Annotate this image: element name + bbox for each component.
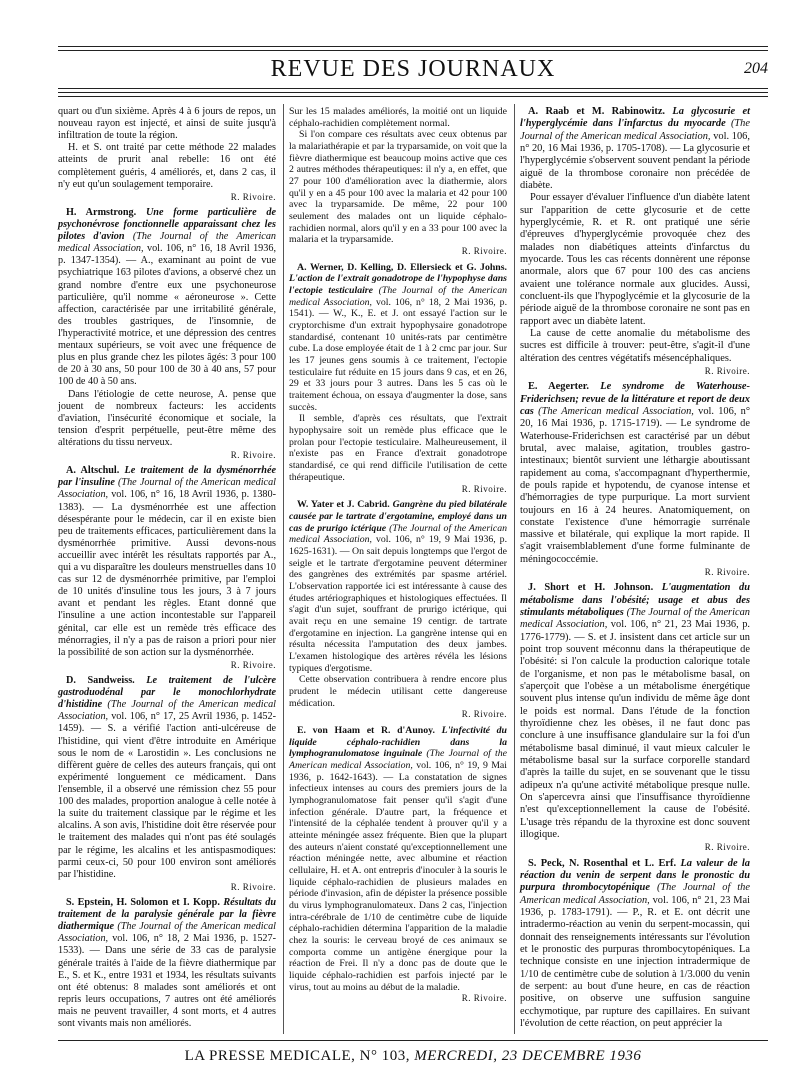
article-title: Le traitement de l'ulcère gastroduodénal par le monochlorhydrate d'histidine	[58, 675, 277, 711]
signature: R. Rivoire.	[704, 567, 750, 578]
column-2	[289, 106, 507, 1009]
signature: R. Rivoire.	[704, 842, 750, 853]
article-yater	[289, 499, 507, 721]
article-title: Le traitement de la dysménorrhée par l'insuline	[58, 465, 276, 489]
paragraph: Sur les 15 malades améliorés, la moitié ont un liquide céphalo-rachidien complètement normal.	[289, 106, 507, 129]
article-author: H. Armstrong.	[66, 206, 137, 218]
journal-name: (The Journal of the American medical Association,	[289, 748, 508, 771]
article-sandweiss	[58, 675, 276, 893]
article-author: S. Peck, N. Rosenthal et L. Erf.	[528, 857, 677, 869]
article-body: vol. 106, n° 19, 9 Mai 1936, p. 1642-1643). — La constatation de signes infectieux intenses au cours des premiers jours de la lymphogranulomatose fait penser qu'il s'agit d'une infection générale. D'autre part, la fréquence et l'intensité de la céphalée tendent à prouver qu'il y a atteinte méningée assez fréquente. Bien que la plupart des auteurs n'aient constaté qu'exceptionnellement une réaction méningée nette, avec albumine et réaction cellulaire, H. et A. ont entrepris d'inoculer à la souris le liquide céphalo-rachidien de plusieurs malades en période d'invasion, afin de dépister la présence possible du virus lymphogranulomateux. Dans 2 cas, l'injection intra-cérébrale de 1/10 de centimètre cube de liquide céphalo-rachidien détermina l'apparition de la maladie chez la souris: le cerveau broyé de ces animaux se comporta comme un antigène énergique pour la réaction de Frei. Il n'y a donc pas de doute que le liquide céphalo-rachidien est parfois injecté par le virus, tout au moins au début de la maladie.	[289, 759, 507, 993]
signature: R. Rivoire.	[230, 191, 276, 202]
journal-name: (The Journal of the American medical Association,	[58, 921, 277, 945]
column-divider-1	[283, 104, 284, 1034]
article-title: L'infectivité du liquide céphalo-rachidien dans la lymphogranulomatose inguinale	[289, 724, 507, 760]
article-author: E. Aegerter.	[528, 381, 590, 393]
article-short	[520, 582, 750, 853]
top-rule-2	[58, 50, 768, 51]
footer-date: MERCREDI, 23 DECEMBRE 1936	[414, 1048, 642, 1064]
journal-name: (The Journal of the American medical Association,	[58, 699, 277, 723]
column-1	[58, 106, 276, 1034]
paragraph: Cette observation contribuera à rendre encore plus prudent le médecin utilisant cette dangereuse médication.	[289, 674, 507, 709]
journal-name: (The Journal of the American medical Association,	[58, 477, 277, 501]
article-author: S. Epstein, H. Solomon et I. Kopp.	[66, 897, 220, 908]
article-author: E. von Haam et R. d'Aunoy.	[297, 724, 435, 736]
article-author: A. Raab et M. Rabinowitz.	[528, 106, 666, 117]
signature: R. Rivoire.	[704, 365, 750, 376]
article-title: La glycosurie et l'hyperglycémie dans l'infarctus du myocarde	[520, 106, 751, 130]
article-title: L'action de l'extrait gonadotrope de l'hypophyse dans l'ectopie testiculaire	[289, 273, 507, 297]
column-divider-2	[514, 104, 515, 1034]
article-title: Gangrène du pied bilatérale causée par le tartrate d'ergotamine, employé dans un cas de prurigo ictérique	[289, 499, 507, 534]
signature: R. Rivoire.	[461, 993, 507, 1004]
article-title: Résultats du traitement de la paralysie générale par la fièvre diathermique	[58, 897, 276, 933]
article-epstein	[58, 897, 276, 1030]
article-armstrong	[58, 207, 276, 461]
footer-rule	[58, 1040, 768, 1041]
journal-name: (The Journal of the American medical Association,	[520, 607, 750, 631]
article-body: vol. 106, n° 18, 2 Mai 1936, p. 1527-1533). — Dans une série de 33 cas de paralysie générale traités à l'aide de la fièvre diathermique par E., S. et K., entre 1931 et 1934, les résultats suivants ont été obtenus: 8 malades sont améliorés et ont repris leurs occupations, 7 autres ont été améliorés mais ne peuvent travailler, 4 sont morts, et 4 autres sont vivants mais non améliorés.	[58, 933, 276, 1030]
signature: R. Rivoire.	[461, 483, 507, 494]
footer-publication: LA PRESSE MEDICALE, N° 103,	[184, 1048, 410, 1064]
signature: R. Rivoire.	[230, 659, 276, 670]
article-title: Le syndrome de Waterhouse-Friderichsen; revue de la littérature et report de deux cas	[520, 381, 750, 417]
article-title: Une forme particulière de psychonévrose fonctionnelle apparaissant chez les pilotes d'avion	[58, 206, 276, 243]
article-author: J. Short et H. Johnson.	[528, 582, 654, 594]
article-von-haam	[289, 725, 507, 1005]
paragraph: Pour essayer d'évaluer l'influence d'un diabète latent sur l'apparition de cette glycosurie et de cette hyperglycémie, R. et R. ont pratiqué une série d'épreuves d'hyperglycémie provoquée chez des malades non diabétiques atteints d'infarctus du myocarde. Tous les cas récents donnèrent une réponse anormale, alors que 67 pour 100 des cas anciens avaient une tolérance normale aux glucides. Aussi, concluent-ils que l'hypoglycémie et la glycosurie de la période aiguë de la thrombose coronaire ne sont pas en rapport avec un diabète latent.	[520, 192, 750, 327]
top-rule-1	[58, 46, 768, 47]
signature: R. Rivoire.	[461, 709, 507, 720]
paragraph: La cause de cette anomalie du métabolisme des sucres est difficile à trouver: peut-être, s'agit-il d'une altération des centres végétatifs mésencéphaliques.	[520, 327, 750, 364]
journal-name: (The American medical Association,	[538, 405, 694, 417]
article-body: vol. 106, n° 16, 18 Avril 1936, p. 1380-1383). — La dysménorrhée est une affection désespérante pour le médecin, car il en existe bien peu de traitements efficaces, particulièrement dans la dysménorrhée primitive. Aussi devons-nous accueillir avec intérêt les résultats rapportés par A., qui a vu disparaître les douleurs menstruelles dans 10 cas sur 12 de dysménorrhée primitive, par l'emploi de 10 unités d'insuline tous les jours, 3 à 7 jours avant et pendant les règles. Etant donné que l'insuline a une action incontestable sur l'appareil génital, car elle est un remède très efficace des ménorragies, il n'y a pas de raison a priori pour nier la possibilité de son action sur la dysménorrhée.	[58, 489, 277, 658]
signature: R. Rivoire.	[461, 246, 507, 257]
journal-name: (The Journal of the American medical Association,	[289, 285, 508, 308]
article-continuation	[58, 106, 276, 203]
mast-rule-1	[58, 88, 768, 89]
article-author: A. Altschul.	[66, 465, 120, 477]
article-author: W. Yater et J. Cabrid.	[297, 499, 390, 511]
paragraph: Si l'on compare ces résultats avec ceux obtenus par la malariathérapie et par la tryparsamide, on voit que la fièvre diathermique est beaucoup moins active que ces 2 autres méthodes thérapeutiques: il n'y a, en effet, que 27 pour 100 d'amélioration avec la diathermie, alors qu'il y en a 45 pour 100 avec la malaria et 42 pour 100 avec la tryparsamide. De même, 22 pour 100 seulement des malades ont un liquide céphalo-rachidien normal, alors qu'il y en a 33 pour 100 avec la malaria et la tryparsamide.	[289, 129, 507, 246]
article-body: vol. 106, n° 18, 2 Mai 1936, p. 1541). — W., K., E. et J. ont essayé l'action sur le cryptorchisme d'un extrait hypophysaire gonadotrope standardisé, contenant 10 unités-rats par centimètre cube. La dose employée était de 1 à 2 cmc par jour. Sur les 17 jeunes gens soumis à ce traitement, l'ectopie testiculaire fut réduite en 15 jours dans 9 cas, et en 26, 29 et 33 jours pour 3 autres. Dans les 5 cas où le traitement échoua, on essaya d'augmenter la dose, sans succès.	[289, 296, 508, 413]
paragraph: quart ou d'un sixième. Après 4 à 6 jours de repos, un nouveau rayon est injecté, et ainsi de suite jusqu'à infiltration de toute la région.	[58, 106, 276, 142]
signature: R. Rivoire.	[230, 450, 276, 461]
mast-rule-2	[58, 92, 768, 93]
article-body: vol. 106, n° 17, 25 Avril 1936, p. 1452-1459). — S. a vérifié l'action anti-ulcéreuse de l'histidine, qui vient d'être introduite en Amérique sous le nom de « Larostidin ». Les conclusions ne diffèrent guère de celles des auteurs français, qui ont expérimenté longuement ce médicament. Dans l'ensemble, il a observé une rémission chez 55 pour 100 des malades, proportion analogue à celle notée à la suite du traitement classique par le régime et les alcalins. A son avis, l'histidine doit être réservée pour le traitement des malades qui n'ont pas été soulagés par le régime, les alcalins et les antispasmodiques: parmi ceux-ci, 50 pour 100 environ sont améliorés par l'histidine.	[58, 711, 277, 880]
paragraph: Il semble, d'après ces résultats, que l'extrait hypophysaire soit un remède plus efficace que le prolan pour l'ectopie testiculaire. Malheureusement, il n'existe pas en France d'extrait gonadotrope standardisé, ce qui rend difficile l'utilisation de cette thérapeutique.	[289, 413, 507, 483]
article-body: vol. 106, n° 20, 16 Mai 1936, p. 1715-1719). — Le syndrome de Waterhouse-Friderichsen est caractérisé par un début brutal, avec malaise, agitation, troubles gastro-intestinaux; bientôt survient une léthargie aboutissant rapidement au coma, s'accompagnant d'hyperthermie, de pouls rapide et hypotendu, de cyanose intense et d'hémorragies de type purpurique. La mort survient toujours en 16 à 24 heures. Anatomiquement, on constate l'existence d'une hémorragie surrénale massive et bilatérale, qui explique la mort rapide. Il s'agit vraisemblablement d'une forme fulminante de méningococcémie.	[520, 405, 751, 565]
journal-name: (The Journal of the American medical Association,	[520, 118, 750, 142]
article-werner	[289, 262, 507, 495]
article-aegerter	[520, 381, 750, 578]
footer	[58, 1048, 768, 1065]
column-3	[520, 106, 750, 1034]
article-body: vol. 106, n° 16, 18 Avril 1936, p. 1347-1354). — A., examinant au point de vue psychiatrique 163 pilotes d'avions, a observé chez un grand nombre d'entre eux une psychoneurose particulière, qu'il nomme « aéroneurose ». Cette affection, caractérisée par une irritabilité générale, des troubles gastriques, de l'insomnie, de l'hyperactivité motrice, et une dépression des centres mentaux supérieurs, se voit avec une fréquence de plus en plus grande chez les pilotes âgés: 3 pour 100 de 20 à 30 ans, 50 pour 100 de 30 à 40 ans, 57 pour 100 de 40 à 50 ans.	[58, 243, 276, 388]
page-number: 204	[744, 60, 768, 77]
paragraph: Dans l'étiologie de cette neurose, A. pense que jouent de nombreux facteurs: les accidents d'aviation, l'insécurité économique et sociale, la tension d'esprit perpétuelle, peut-être même des altérations du tissu nerveux.	[58, 388, 276, 448]
article-raab	[520, 106, 750, 377]
article-body: vol. 106, n° 20, 16 Mai 1936, p. 1705-1708). — La glycosurie et l'hyperglycémie s'observent souvent pendant la période aiguë de la thrombose coronaire non précédée de diabète.	[520, 130, 750, 191]
article-author: A. Werner, D. Kelling, D. Ellersieck et G. Johns.	[297, 261, 507, 273]
article-altschul	[58, 465, 276, 671]
article-continuation	[289, 106, 507, 258]
article-title: L'augmentation du métabolisme dans l'obésité; usage et abus des stimulants métaboliques	[520, 582, 750, 619]
signature: R. Rivoire.	[230, 881, 276, 892]
masthead	[58, 56, 768, 82]
journal-section-title: REVUE DES JOURNAUX	[270, 56, 556, 82]
article-body: vol. 106, n° 19, 9 Mai 1936, p. 1625-1631). — On sait depuis longtemps que l'ergot de seigle et le tartrate d'ergotamine peuvent déterminer des gangrènes des extrémités par spasme artériel. L'observation rapportée ici est intéressante à cause des études artériographiques et histologiques effectuées. Il s'agit d'un sujet, souffrant de prurigo ictérique, qui avait reçu en une semaine 19 centigr. de tartrate d'ergotamine en injection. La gangrène intense qui en résulta nécessita l'amputation des deux jambes. L'examen histologique des artères révéla les lésions typiques d'ergotisme.	[289, 534, 508, 674]
article-peck	[520, 858, 750, 1031]
article-body: vol. 106, n° 21, 23 Mai 1936, p. 1783-1791). — P., R. et E. ont décrit une intradermo-réaction au venin du serpent-mocassin, qui donnait des renseignements intéressants sur l'évolution et le pronostic des purpuras thrombocytopéniques. La technique consiste en une injection intradermique de 1/10 de centimètre cube de solution à 1/3.000 du venin de serpent: au bout d'une heure, en cas de réaction positive, on observe une suffusion sanguine ecchymotique, par rupture des capillaires. En suivant l'évolution de cette réaction, on peut apprécier la	[520, 894, 751, 1029]
journal-name: (The Journal of the American medical Association,	[520, 882, 750, 906]
mast-rule-3	[58, 96, 768, 97]
journal-name: (The Journal of the American medical Association,	[58, 231, 277, 255]
article-title: La valeur de la réaction du venin de serpent dans le pronostic du purpura thrombocytopénique	[520, 857, 750, 894]
journal-name: (The Journal of the American medical Association,	[289, 522, 508, 546]
article-body: vol. 106, n° 21, 23 Mai 1936, p. 1776-1779). — S. et J. insistent dans cet article sur un point trop souvent méconnu dans la thérapeutique de l'obésité: si l'on calcule la production calorique totale de l'organisme, et non pas le métabolisme basal, on s'aperçoit que l'obèse a un métabolisme énergétique souvent plus intense qu'un individu de même âge dont le poids est normal. Dans l'étude de la fonction thyroïdienne chez les obèses, il ne faut donc pas conclure à une insuffisance glandulaire sur la foi d'un métabolisme basal diminué, il vaut mieux calculer le métabolisme basal sur la surface corporelle standard d'après la taille du sujet, en se souvenant que le tissu adipeux n'a qu'une activité métabolique presque nulle. On s'apercevra ainsi que l'insuffisance thyroïdienne n'est qu'exceptionnellement la cause de l'obésité. L'usage très répandu de la thyroxine est donc souvent illogique.	[520, 619, 750, 841]
paragraph: H. et S. ont traité par cette méthode 22 malades atteints de prurit anal rebelle: 16 ont été complètement guéris, 4 améliorés, et, dans 2 cas, il n'y eut qu'un soulagement temporaire.	[58, 142, 276, 190]
article-author: D. Sandweiss.	[66, 675, 135, 687]
